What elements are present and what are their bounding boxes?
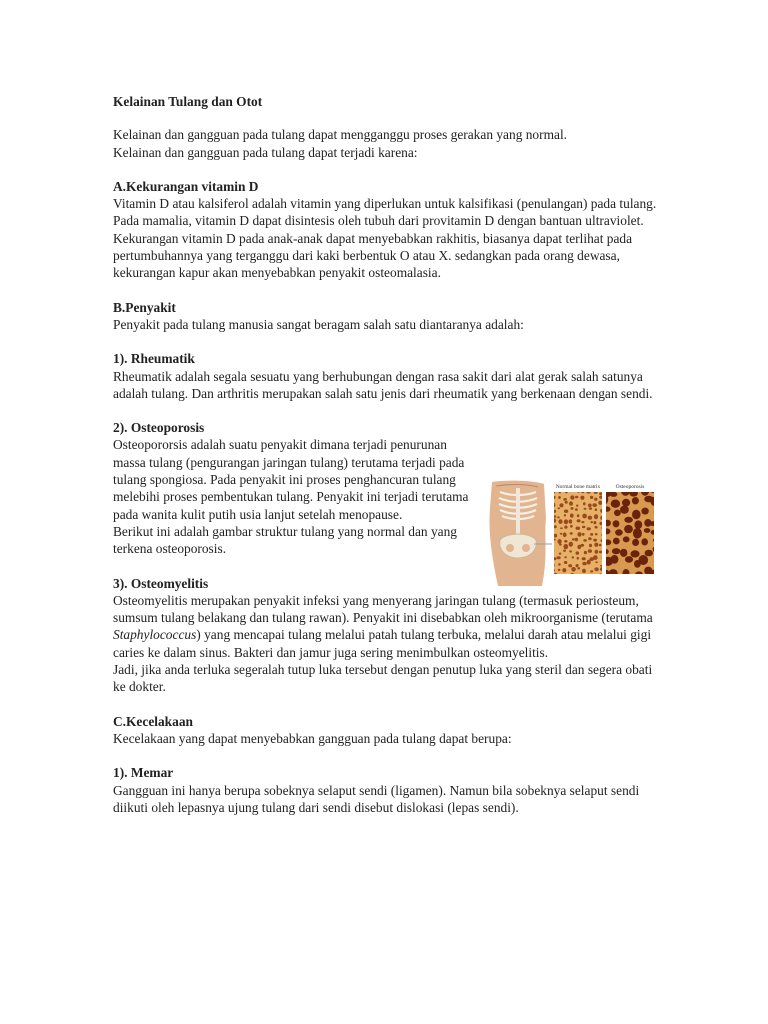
- bone-pore: [624, 525, 633, 533]
- bone-pore: [587, 527, 591, 530]
- bone-pore: [595, 508, 597, 511]
- bone-pore: [582, 533, 585, 536]
- bone-pore: [581, 521, 584, 523]
- bone-pore: [564, 519, 569, 524]
- osteoporosis-heading: 2). Osteoporosis: [113, 420, 205, 436]
- bone-pore: [584, 508, 587, 510]
- bone-pore: [572, 538, 575, 540]
- bone-pore: [599, 496, 603, 499]
- bone-pore: [560, 527, 563, 529]
- bone-pore: [553, 515, 556, 518]
- bone-pore: [599, 522, 603, 525]
- rheumatik-heading: 1). Rheumatik: [113, 351, 195, 367]
- bone-pore: [629, 490, 638, 496]
- bone-pore: [594, 498, 597, 501]
- bone-pore: [588, 516, 593, 520]
- bone-pore: [604, 520, 611, 527]
- bone-pore: [623, 536, 630, 542]
- bone-pore: [595, 526, 598, 529]
- bone-pore: [601, 527, 604, 530]
- bone-pore: [570, 532, 573, 534]
- bone-pore: [551, 563, 555, 567]
- bone-pore: [589, 507, 592, 510]
- bone-pore: [554, 525, 557, 528]
- bone-pore: [570, 495, 574, 499]
- bone-pore: [582, 562, 586, 565]
- bone-pore: [620, 549, 627, 557]
- bone-pore: [595, 561, 597, 563]
- bone-pore: [559, 491, 562, 494]
- bone-pore: [559, 576, 563, 579]
- bone-pore: [602, 556, 605, 560]
- bone-pore: [558, 539, 562, 544]
- bone-pore: [560, 533, 563, 535]
- bone-pore: [599, 544, 602, 546]
- bone-pore: [570, 573, 574, 578]
- bone-pore: [577, 532, 581, 537]
- bone-pore: [577, 575, 581, 579]
- bone-pore: [612, 548, 621, 554]
- bone-pore: [565, 501, 568, 504]
- bone-pore: [600, 509, 603, 513]
- bone-pore: [554, 573, 557, 576]
- bone-pore: [569, 501, 573, 505]
- bone-pore: [625, 556, 633, 563]
- bone-pore: [590, 533, 593, 536]
- bone-pore: [569, 519, 573, 523]
- bone-pore: [563, 544, 568, 549]
- bone-pore: [593, 555, 598, 560]
- bone-pore: [625, 581, 633, 587]
- bone-pore: [593, 521, 596, 524]
- section-a-heading: A.Kekurangan vitamin D: [113, 178, 259, 194]
- bone-pore: [564, 514, 566, 516]
- bone-pore: [558, 519, 562, 524]
- bone-pore: [577, 567, 580, 569]
- normal-bone-matrix-image: [550, 488, 605, 580]
- bone-pore: [558, 569, 561, 571]
- bone-pore: [630, 550, 639, 557]
- bone-pore: [624, 517, 633, 523]
- bone-pore: [558, 496, 561, 499]
- bone-pore: [654, 507, 658, 516]
- section-a-body: Vitamin D atau kalsiferol adalah vitamin yang diperlukan untuk kalsifikasi (penulangan) pada tulang. Pada mamalia, vitamin D dapat disintesis oleh tubuh dari provitamin D dengan bantuan ultraviolet. Kekurangan vitamin D pada anak-anak dapat menyebabkan rakhitis, biasanya dapat terlihat pada pertumbuhannya yang terganggu dari kaki berbentuk O atau X. sedangkan pada orang dewasa, kekurangan kapur akan menyebabkan penyakit osteomalasia.: [113, 196, 657, 281]
- bone-pore: [553, 539, 556, 541]
- bone-pore: [595, 550, 599, 554]
- bone-pore: [559, 544, 562, 546]
- bone-pore: [572, 556, 574, 558]
- bone-pore: [588, 504, 592, 508]
- bone-pore: [580, 575, 585, 579]
- document-title: Kelainan Tulang dan Otot: [113, 94, 263, 109]
- normal-bone-label: Normal bone matrix: [555, 484, 601, 490]
- bone-pore: [594, 543, 598, 547]
- bone-pore: [588, 537, 592, 540]
- intro-line-1: Kelainan dan gangguan pada tulang dapat mengganggu proses gerakan yang normal.: [113, 127, 568, 143]
- bone-pore: [641, 538, 648, 545]
- bone-pore: [575, 496, 578, 499]
- bone-pore: [551, 549, 555, 552]
- bone-pore: [588, 575, 591, 578]
- bone-pore: [651, 530, 658, 535]
- memar-heading: 1). Memar: [113, 765, 174, 781]
- bone-pore: [600, 565, 602, 567]
- bone-pore: [554, 557, 557, 560]
- bone-pore: [557, 516, 560, 518]
- bone-pore: [559, 553, 562, 555]
- bone-pore: [603, 506, 610, 511]
- bone-pore: [593, 539, 597, 542]
- bone-pore: [632, 497, 639, 504]
- bone-pore: [589, 544, 592, 548]
- bone-pore: [634, 520, 642, 529]
- bone-pore: [558, 563, 561, 565]
- bone-structure-illustration: [486, 478, 658, 586]
- bone-pore: [564, 510, 568, 513]
- bone-pore: [564, 575, 568, 579]
- bone-pore: [575, 538, 578, 542]
- document-content: [113, 93, 658, 833]
- bone-pore: [609, 569, 618, 577]
- bone-pore: [591, 521, 593, 523]
- rheumatik-body: Rheumatik adalah segala sesuatu yang berhubungan dengan rasa sakit dari alat gerak salah satunya adalah tulang. Dan arthritis merupakan salah satu jenis dari rheumatik yang berkenaan dengan sendi.: [113, 368, 653, 401]
- bone-pore: [631, 577, 640, 585]
- osteomyelitis-section: [113, 575, 658, 696]
- osteoporosis-label: Osteoporosis: [615, 484, 645, 490]
- bone-pore: [599, 573, 602, 576]
- section-a: [113, 178, 658, 282]
- bone-pore: [577, 514, 580, 517]
- bone-pore: [580, 496, 584, 500]
- bone-pore: [564, 561, 568, 564]
- bone-pore: [594, 574, 597, 576]
- bone-pore: [570, 514, 574, 518]
- section-c-heading: C.Kecelakaan: [113, 713, 193, 729]
- bone-pore: [633, 528, 642, 539]
- osteoporosis-bone-image: [599, 486, 658, 586]
- bone-pore: [644, 528, 651, 533]
- bone-pore: [655, 582, 658, 586]
- osteomyelitis-body: [113, 592, 658, 661]
- bone-pore: [586, 490, 591, 494]
- bone-pore: [563, 550, 566, 552]
- bone-pore: [577, 557, 579, 560]
- bone-pore: [641, 508, 648, 515]
- bone-pore: [594, 514, 598, 519]
- bone-pore: [604, 528, 611, 534]
- bone-pore: [576, 505, 578, 507]
- bone-pore: [599, 492, 602, 495]
- bone-pore: [623, 569, 630, 577]
- bone-pore: [569, 550, 572, 552]
- bone-pore: [564, 526, 567, 529]
- bone-pore: [551, 502, 555, 507]
- bone-pore: [645, 550, 653, 557]
- bone-pore: [594, 491, 598, 494]
- bone-pore: [577, 519, 581, 522]
- bone-pore: [571, 507, 574, 510]
- bone-pore: [557, 556, 561, 559]
- bone-pore: [551, 518, 556, 523]
- bone-pore: [601, 533, 605, 537]
- bone-pore: [600, 567, 603, 571]
- bone-pore: [611, 555, 619, 564]
- osteoporosis-body: Osteopororsis adalah suatu penyakit dimana terjadi penurunan massa tulang (pengurangan jaringan tulang) terutama terjadi pada tulang spongiosa. Pada penyakit ini proses penghancuran tulang melebihi proses pembentukan tulang. Penyakit ini terjadi terutama pada wanita kulit putih usia lanjut setelah menopause.: [113, 437, 469, 522]
- intro-block: [113, 126, 658, 161]
- osteoporosis-figure: [486, 478, 658, 586]
- bone-pore: [550, 545, 554, 547]
- bone-pore: [613, 538, 620, 545]
- bone-pore: [590, 570, 593, 572]
- bone-pore: [611, 500, 620, 508]
- bone-pore: [598, 501, 602, 505]
- section-c: [113, 713, 658, 748]
- memar-body: Gangguan ini hanya berupa sobeknya selaput sendi (ligamen). Namun bila sobeknya selaput sendi diikuti oleh lepasnya ujung tulang dari sendi disebut dislokasi (lepas sendi).: [113, 782, 640, 815]
- bone-pore: [565, 490, 568, 493]
- bone-pore: [559, 503, 563, 507]
- bone-pore: [620, 506, 629, 514]
- section-b-body: Penyakit pada tulang manusia sangat beragam salah satu diantaranya adalah:: [113, 316, 524, 332]
- bone-pore: [650, 487, 657, 493]
- bone-pore: [588, 549, 592, 553]
- bone-pore: [595, 533, 598, 535]
- bone-pore: [610, 579, 619, 586]
- bone-pore: [584, 551, 587, 554]
- bone-pore: [614, 510, 621, 516]
- bone-pore: [569, 542, 573, 547]
- bone-pore: [582, 526, 585, 528]
- bone-pore: [563, 533, 567, 538]
- bone-pore: [613, 520, 620, 527]
- bone-pore: [650, 521, 657, 526]
- bone-pore: [592, 503, 597, 507]
- bone-pore: [603, 580, 612, 586]
- bone-pore: [553, 496, 556, 499]
- bone-pore: [564, 556, 566, 558]
- bone-pore: [622, 499, 630, 507]
- bone-pore: [564, 540, 567, 543]
- bone-pore: [632, 539, 639, 546]
- bone-pore: [632, 510, 641, 519]
- section-b: [113, 299, 658, 334]
- bone-pore: [563, 498, 567, 501]
- bone-pore: [583, 502, 586, 505]
- osteomyelitis-body-post: ) yang mencapai tulang melalui patah tulang terbuka, melalui darah atau melalui gigi caries ke dalam sinus. Bakteri dan jamur juga sering menimbulkan osteomyelitis.: [113, 627, 652, 660]
- osteoporosis-body-2: Berikut ini adalah gambar struktur tulang yang normal dan yang terkena osteoporosis.: [113, 523, 457, 557]
- bone-pore: [601, 539, 605, 542]
- memar-section: [113, 764, 658, 816]
- bone-pore: [644, 578, 652, 585]
- section-c-body: Kecelakaan yang dapat menyebabkan gangguan pada tulang dapat berupa:: [113, 730, 512, 746]
- bone-pore: [562, 568, 566, 572]
- rheumatik-section: [113, 350, 658, 402]
- bone-pore: [600, 516, 604, 520]
- bone-pore: [576, 551, 580, 554]
- osteomyelitis-heading: 3). Osteomyelitis: [113, 575, 209, 591]
- bone-pore: [582, 557, 586, 560]
- staphylococcus-term: Staphylococcus: [113, 627, 197, 643]
- bone-pore: [654, 559, 658, 564]
- osteomyelitis-body-2: Jadi, jika anda terluka segeralah tutup luka tersebut dengan penutup luka yang steril dan segera obati ke dokter.: [113, 662, 653, 695]
- bone-pore: [551, 569, 555, 572]
- bone-pore: [603, 570, 610, 577]
- bone-pore: [639, 555, 649, 565]
- bone-pore: [580, 544, 584, 547]
- bone-pore: [635, 571, 643, 577]
- bone-pore: [570, 525, 573, 528]
- bone-pore: [576, 564, 579, 567]
- bone-pore: [649, 570, 657, 576]
- bone-pore: [553, 491, 556, 493]
- bone-pore: [568, 564, 572, 567]
- bone-pore: [571, 567, 576, 572]
- bone-pore: [610, 492, 617, 497]
- bone-pore: [583, 539, 587, 542]
- bone-pore: [594, 567, 598, 571]
- bone-pore: [587, 560, 591, 565]
- bone-pore: [603, 488, 612, 497]
- bone-pore: [553, 510, 556, 513]
- bone-pore: [558, 507, 561, 509]
- bone-pore: [590, 496, 593, 499]
- bone-pore: [615, 529, 623, 535]
- torso-icon: [489, 481, 552, 586]
- bone-pore: [582, 569, 586, 573]
- intro-line-2: Kelainan dan gangguan pada tulang dapat terjadi karena:: [113, 144, 418, 160]
- section-b-heading: B.Penyakit: [113, 299, 176, 315]
- bone-pore: [576, 527, 581, 530]
- bone-pore: [582, 514, 587, 519]
- bone-pore: [602, 549, 609, 554]
- bone-pore: [575, 508, 578, 511]
- bone-pore: [604, 539, 611, 545]
- bone-pore: [599, 551, 602, 554]
- bone-pore: [554, 534, 557, 538]
- osteomyelitis-body-pre: Osteomyelitis merupakan penyakit infeksi yang menyerang jaringan tulang (termasuk periosteum, sumsum tulang belakang dan tulang rawan). Penyakit ini disebabkan oleh mikroorganisme (terutama: [113, 592, 653, 626]
